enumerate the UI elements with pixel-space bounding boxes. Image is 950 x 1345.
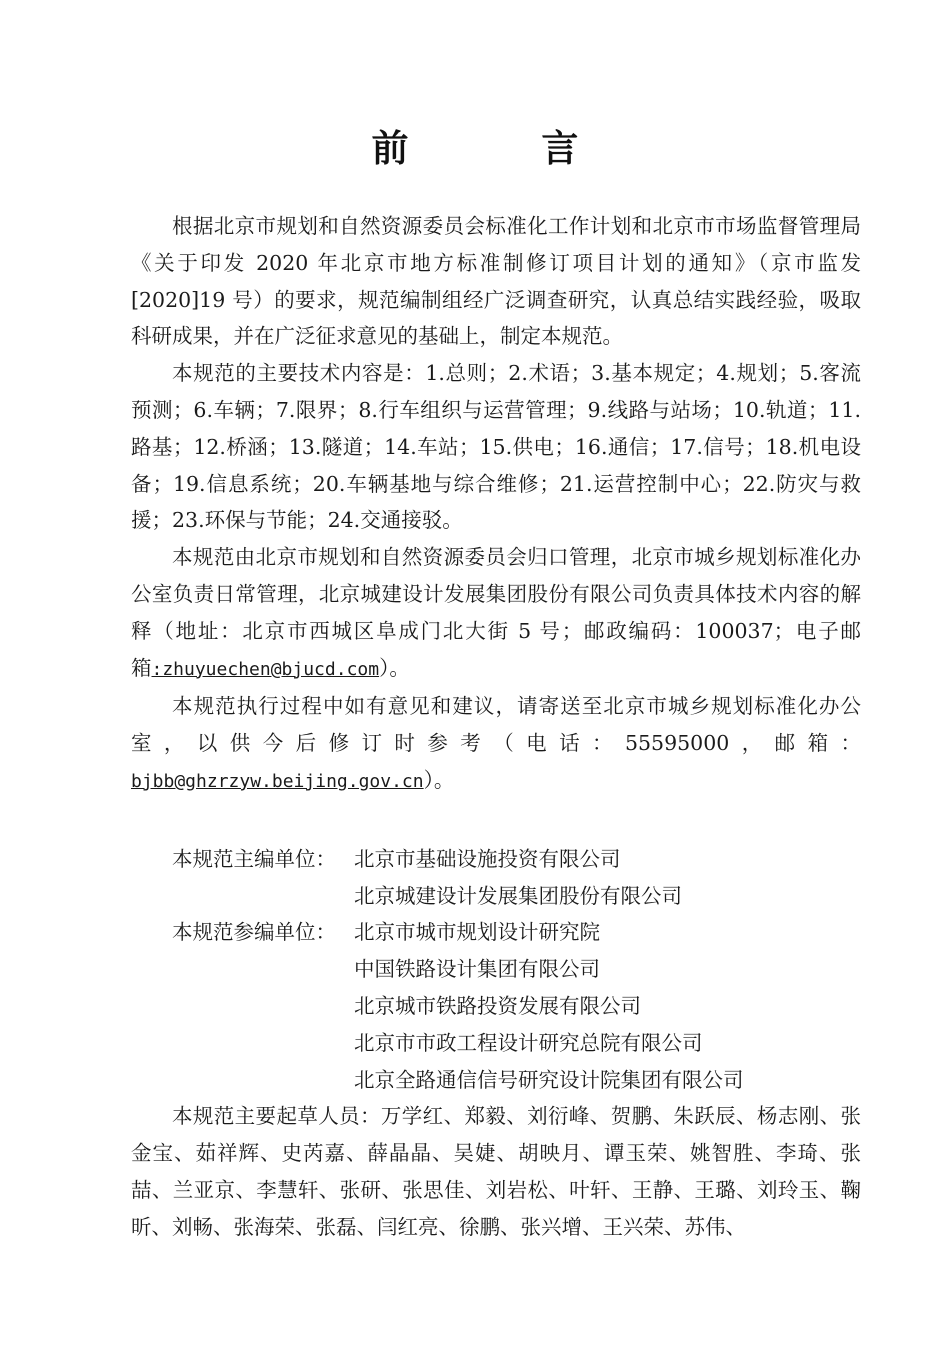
paragraph-drafters: 本规范主要起草人员：万学红、郑毅、刘衍峰、贺鹏、朱跃辰、杨志刚、张金宝、茹祥辉、史芮嘉、薛晶晶、吴婕、胡映月、谭玉荣、姚智胜、李琦、张喆、兰亚京、李慧轩、张研、张思佳、刘岩松、叶轩、王静、王璐、刘玲玉、鞠昕、刘畅、张海荣、张磊、闫红亮、徐鹏、张兴增、王兴荣、苏伟、 <box>131 1104 861 1239</box>
chief-unit: 北京市基础设施投资有限公司 <box>354 846 621 871</box>
participating-unit: 北京全路通信信号研究设计院集团有限公司 <box>354 1067 744 1092</box>
paragraph-management <box>131 539 861 688</box>
chief-editor-list <box>354 841 861 915</box>
management-text: 本规范由北京市规划和自然资源委员会归口管理，北京市城乡规划标准化办公室负责日常管理，北京城建设计发展集团股份有限公司负责具体技术内容的解释（地址：北京市西城区阜成门北大街 5 号；邮政编码：100037；电子邮箱 <box>131 545 861 680</box>
paragraph-contents: 本规范的主要技术内容是：1.总则；2.术语；3.基本规定；4.规划；5.客流预测；6.车辆；7.限界；8.行车组织与运营管理；9.线路与站场；10.轨道；11.路基；12.桥涵；13.隧道；14.车站；15.供电；16.通信；17.信号；18.机电设备；19.信息系统；20.车辆基地与综合维修；21.运营控制中心；22.防灾与救援；23.环保与节能；24.交通接驳。 <box>131 361 861 533</box>
feedback-email-link[interactable]: bjbb@ghzrzyw.beijing.gov.cn <box>131 770 424 792</box>
chief-editor-label: 本规范主编单位： <box>172 846 336 871</box>
chief-unit: 北京城建设计发展集团股份有限公司 <box>354 883 682 908</box>
participating-units <box>131 914 861 1098</box>
participating-unit: 中国铁路设计集团有限公司 <box>354 957 600 982</box>
chief-editor-units <box>131 841 861 915</box>
participating-unit: 北京市市政工程设计研究总院有限公司 <box>354 1030 703 1055</box>
page-title: 前 言 <box>371 127 639 170</box>
spacer <box>131 801 861 841</box>
paragraph-feedback <box>131 688 861 800</box>
feedback-end: ）。 <box>423 767 455 792</box>
participating-unit: 北京城市铁路投资发展有限公司 <box>354 993 641 1018</box>
paragraph-basis: 根据北京市规划和自然资源委员会标准化工作计划和北京市市场监督管理局《关于印发 2020 年北京市地方标准制修订项目计划的通知》（京市监发[2020]19 号）的要求，规范编制组经广泛调查研究，认真总结实践经验，吸取科研成果，并在广泛征求意见的基础上，制定本规范。 <box>131 214 861 349</box>
feedback-text: 本规范执行过程中如有意见和建议，请寄送至北京市城乡规划标准化办公室，以供今后修订时参考（电话：55595000，邮箱： <box>131 694 861 756</box>
document-body <box>131 208 861 1246</box>
email-link[interactable]: :zhuyuechen@bjucd.com <box>151 658 380 680</box>
participating-list <box>354 914 861 1098</box>
management-end: ）。 <box>379 655 410 680</box>
participating-label: 本规范参编单位： <box>172 920 336 945</box>
participating-unit: 北京市城市规划设计研究院 <box>354 920 600 945</box>
